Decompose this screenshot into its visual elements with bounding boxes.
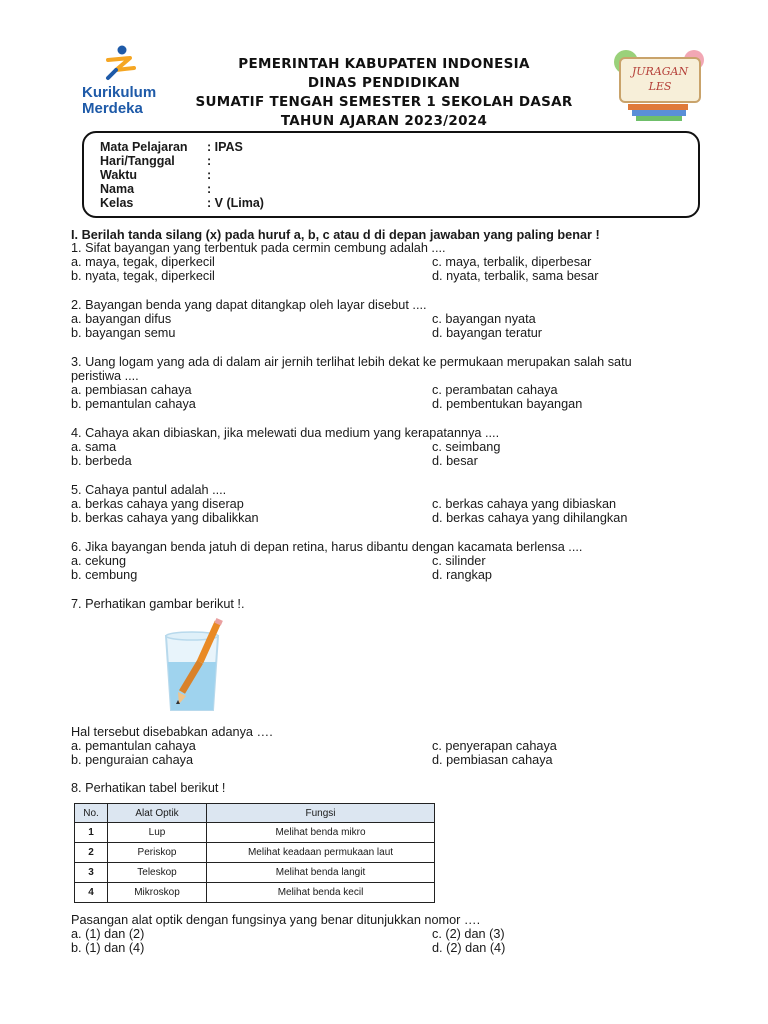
info-row-date: [100, 154, 211, 168]
q2-option-a[interactable]: a. bayangan difus: [71, 312, 172, 326]
table-cell-no: 4: [75, 883, 108, 903]
glass-with-pencil-icon: [160, 618, 226, 714]
q2-option-c[interactable]: c. bayangan nyata: [432, 312, 536, 326]
q5-option-c[interactable]: c. berkas cahaya yang dibiaskan: [432, 497, 617, 511]
q3-option-c[interactable]: c. perambatan cahaya: [432, 383, 558, 397]
q1-option-a[interactable]: a. maya, tegak, diperkecil: [71, 255, 215, 269]
q5-option-a[interactable]: a. berkas cahaya yang diserap: [71, 497, 244, 511]
table-header-tool: Alat Optik: [108, 804, 207, 823]
question-4: 4. Cahaya akan dibiaskan, jika melewati dua medium yang kerapatannya ....: [71, 426, 500, 440]
q4-option-b[interactable]: b. berbeda: [71, 454, 132, 468]
q6-option-d[interactable]: d. rangkap: [432, 568, 492, 582]
logo-right-line1: JURAGAN: [631, 65, 689, 78]
info-row-name: [100, 182, 211, 196]
q4-option-a[interactable]: a. sama: [71, 440, 117, 454]
table-row: [75, 823, 435, 843]
info-row-subject: [100, 140, 243, 154]
table-cell-tool: Mikroskop: [108, 883, 207, 903]
info-label: Hari/Tanggal: [100, 154, 175, 168]
q7-option-a[interactable]: a. pemantulan cahaya: [71, 739, 196, 753]
info-value: :: [207, 182, 212, 196]
info-value: :: [207, 154, 212, 168]
header-line-3: SUMATIF TENGAH SEMESTER 1 SEKOLAH DASAR: [195, 94, 573, 110]
table-cell-function: Melihat benda kecil: [207, 883, 435, 903]
student-info-box: [82, 131, 700, 218]
table-cell-function: Melihat benda mikro: [207, 823, 435, 843]
logo-left-line1: Kurikulum: [82, 84, 157, 101]
q3-option-b[interactable]: b. pemantulan cahaya: [71, 397, 196, 411]
table-cell-tool: Periskop: [108, 843, 207, 863]
q3-option-d[interactable]: d. pembentukan bayangan: [432, 397, 583, 411]
table-header-no: No.: [75, 804, 108, 823]
glass-with-pencil-image: [160, 618, 226, 714]
q2-option-d[interactable]: d. bayangan teratur: [432, 326, 543, 340]
q2-option-b[interactable]: b. bayangan semu: [71, 326, 176, 340]
info-label: Mata Pelajaran: [100, 140, 188, 154]
optical-instruments-table: [74, 803, 435, 903]
q5-option-d[interactable]: d. berkas cahaya yang dihilangkan: [432, 511, 628, 525]
question-7-cont: Hal tersebut disebabkan adanya ….: [71, 725, 273, 739]
question-1: 1. Sifat bayangan yang terbentuk pada cermin cembung adalah ....: [71, 241, 446, 255]
q8-option-a[interactable]: a. (1) dan (2): [71, 927, 145, 941]
info-value: : IPAS: [207, 140, 243, 154]
q4-option-d[interactable]: d. besar: [432, 454, 478, 468]
table-cell-function: Melihat keadaan permukaan laut: [207, 843, 435, 863]
question-8: 8. Perhatikan tabel berikut !: [71, 781, 226, 795]
table-cell-no: 2: [75, 843, 108, 863]
info-label: Waktu: [100, 168, 138, 182]
q7-option-b[interactable]: b. penguraian cahaya: [71, 753, 194, 767]
question-3: 3. Uang logam yang ada di dalam air jernih terlihat lebih dekat ke permukaan merupakan salah satu: [71, 355, 632, 369]
header-line-1: PEMERINTAH KABUPATEN INDONESIA: [238, 56, 530, 72]
info-label: Nama: [100, 182, 135, 196]
q4-option-c[interactable]: c. seimbang: [432, 440, 501, 454]
info-row-class: [100, 196, 264, 210]
logo-right-line2: LES: [648, 80, 672, 93]
table-row: [75, 863, 435, 883]
q6-option-c[interactable]: c. silinder: [432, 554, 486, 568]
q1-option-c[interactable]: c. maya, terbalik, diperbesar: [432, 255, 592, 269]
q1-option-d[interactable]: d. nyata, terbalik, sama besar: [432, 269, 599, 283]
header-line-2: DINAS PENDIDIKAN: [307, 75, 461, 91]
q3-option-a[interactable]: a. pembiasan cahaya: [71, 383, 192, 397]
question-6: 6. Jika bayangan benda jatuh di depan retina, harus dibantu dengan kacamata berlensa ....: [71, 540, 583, 554]
table-cell-no: 1: [75, 823, 108, 843]
table-header-function: Fungsi: [207, 804, 435, 823]
question-8-cont: Pasangan alat optik dengan fungsinya yang benar ditunjukkan nomor ….: [71, 913, 481, 927]
q7-option-c[interactable]: c. penyerapan cahaya: [432, 739, 557, 753]
q8-option-b[interactable]: b. (1) dan (4): [71, 941, 145, 955]
table-row: [75, 883, 435, 903]
q7-option-d[interactable]: d. pembiasan cahaya: [432, 753, 553, 767]
table-cell-tool: Teleskop: [108, 863, 207, 883]
table-cell-no: 3: [75, 863, 108, 883]
question-2: 2. Bayangan benda yang dapat ditangkap oleh layar disebut ....: [71, 298, 427, 312]
question-5: 5. Cahaya pantul adalah ....: [71, 483, 227, 497]
q6-option-b[interactable]: b. cembung: [71, 568, 138, 582]
table-header-row: [75, 804, 435, 823]
header-line-4: TAHUN AJARAN 2023/2024: [280, 113, 488, 129]
info-value: : V (Lima): [207, 196, 264, 210]
info-value: :: [207, 168, 212, 182]
q8-option-d[interactable]: d. (2) dan (4): [432, 941, 506, 955]
q5-option-b[interactable]: b. berkas cahaya yang dibalikkan: [71, 511, 259, 525]
instruction-text: I. Berilah tanda silang (x) pada huruf a, b, c atau d di depan jawaban yang paling benar !: [71, 228, 600, 242]
question-3-cont: peristiwa ....: [71, 369, 139, 383]
info-row-time: [100, 168, 211, 182]
q6-option-a[interactable]: a. cekung: [71, 554, 127, 568]
table-cell-function: Melihat benda langit: [207, 863, 435, 883]
question-7: 7. Perhatikan gambar berikut !.: [71, 597, 245, 611]
q1-option-b[interactable]: b. nyata, tegak, diperkecil: [71, 269, 215, 283]
logo-left-line2: Merdeka: [82, 100, 143, 116]
info-label: Kelas: [100, 196, 134, 210]
table-row: [75, 843, 435, 863]
table-cell-tool: Lup: [108, 823, 207, 843]
q8-option-c[interactable]: c. (2) dan (3): [432, 927, 505, 941]
